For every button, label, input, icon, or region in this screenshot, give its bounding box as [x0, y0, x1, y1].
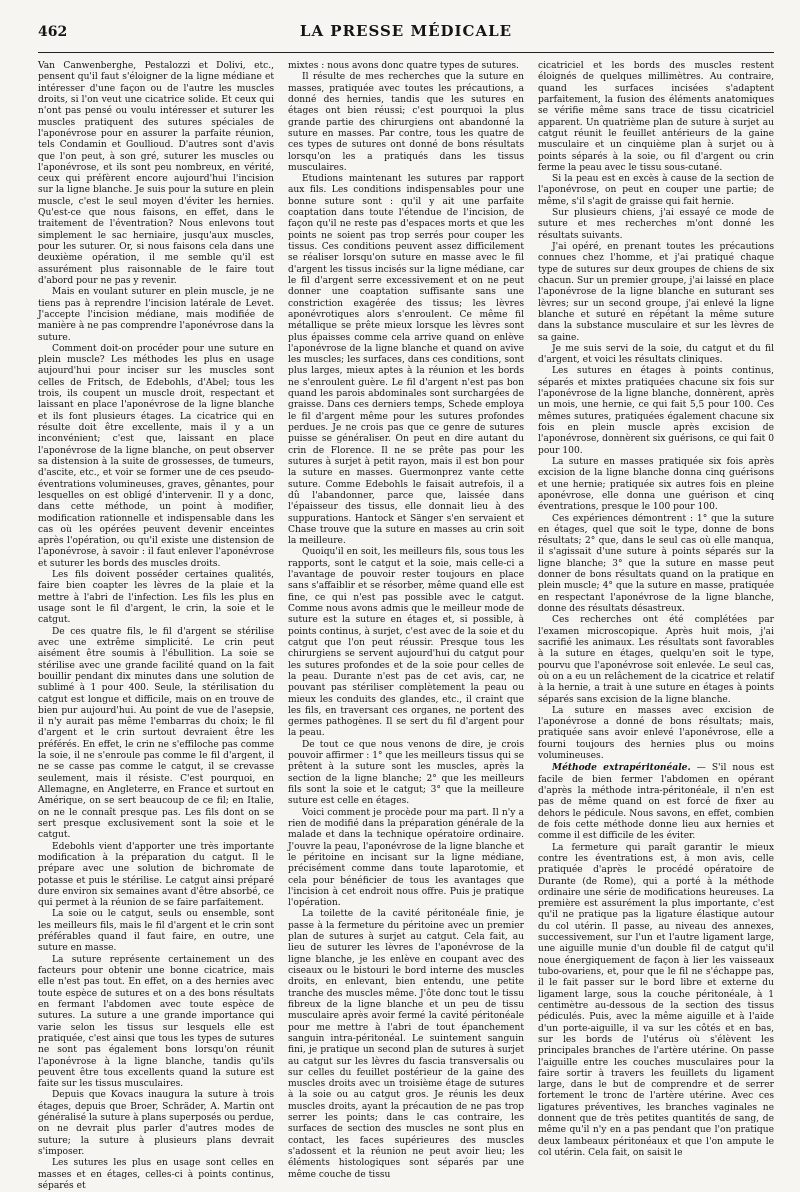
paragraph-with-subheading: [538, 762, 774, 842]
paragraph: Mais en voulant suturer en plein muscle, je ne tiens pas à reprendre l'incision latérale de Levet. J'accepte l'incision médiane, mais modifiée de manière à ne pas comprendre l'aponévrose dans la suture.: [38, 287, 274, 343]
header-rule: [38, 52, 774, 53]
paragraph: Quoiqu'il en soit, les meilleurs fils, sous tous les rapports, sont le catgut et la soie, mais celle-ci a l'avantage de pouvoir rester toujours en place sans s'affaiblir et se résorber, même quand elle est fine, ce qui n'est pas possible avec le catgut. Comme nous avons admis que le meilleur mode de suture est la suture en étages et, si possible, à points continus, à surjet, c'est avec de la soie et du catgut que l'on peut réussir. Presque tous les chirurgiens se servent aujourd'hui du catgut pour les sutures profondes et de la soie pour celles de la peau. Durante n'est pas de cet avis, car, ne pouvant pas stériliser complètement la peau ou mieux les conduits des glandes, etc., il craint que les fils, en traversant ces organes, ne portent des germes pathogènes. Il se sert du fil d'argent pour la peau.: [288, 547, 524, 739]
column-3: [538, 61, 774, 1158]
paragraph: La toilette de la cavité péritonéale finie, je passe à la fermeture du péritoine avec un premier plan de sutures à surjet au catgut. Cela fait, au lieu de suturer les lèvres de l'aponévrose de la ligne blanche, je les enlève en coupant avec des ciseaux ou le bistouri le bord interne des muscles droits, en enlevant, bien entendu, une petite tranche des muscles même. J'ôte donc tout le tissu fibreux de la ligne blanche et un peu de tissu musculaire après avoir fermé la cavité péritonéale pour me mettre à l'abri de tout épanchement sanguin intra-péritonéal. Le suintement sanguin fini, je pratique un second plan de sutures à surjet au catgut sur les lèvres du fascia transversalis ou sur celles du feuillet postérieur de la gaine des muscles droits avec un troisième étage de sutures à la soie ou au catgut gros. Je réunis les deux muscles droits, ayant la précaution de ne pas trop serrer les points; dans le cas contraire, les surfaces de section des muscles ne sont plus en contact, les faces supérieures des muscles s'adossent et la réunion ne peut avoir lieu; les éléments histologiques sont séparés par une même couche de tissu: [288, 909, 524, 1180]
paragraph: Van Canwenberghe, Pestalozzi et Dolivi, etc., pensent qu'il faut s'éloigner de la ligne médiane et intéresser d'une façon ou de l'autre les muscles droits, si l'on veut une cicatrice solide. Et ceux qui n'ont pas pensé ou voulu intéresser et suturer les muscles pratiquent des sutures spéciales de l'aponévrose pour en assurer la parfaite réunion, tels Condamin et Goullioud. D'autres sont d'avis que l'on peut, à son gré, suturer les muscles ou l'aponévrose, et ils sont peu nombreux, en vérité, ceux qui préfèrent encore aujourd'hui l'incision sur la ligne blanche. Je suis pour la suture en plein muscle, c'est le seul moyen d'éviter les hernies. Qu'est-ce que nous faisons, en effet, dans le traitement de l'éventration? Nous enlevons tout simplement le sac herniaire, jusqu'aux muscles, pour les suturer. Or, si nous faisons cela dans une deuxième opération, il me semble qu'il est assurément plus raisonnable de le faire tout d'abord pour ne pas y revenir.: [38, 61, 274, 286]
page-header: [38, 22, 774, 46]
paragraph: Ces recherches ont été complétées par l'examen microscopique. Après huit mois, j'ai sacrifié les animaux. Les résultats sont favorables à la suture en étages, quelqu'en soit le type, pourvu que l'aponévrose soit enlevée. Le seul cas, où on a eu un relâchement de la cicatrice et relatif à la hernie, a trait à une suture en étages à points séparés sans excision de la ligne blanche.: [538, 615, 774, 705]
paragraph-text: — S'il nous est facile de bien fermer l'abdomen en opérant d'après la méthode intra-péritonéale, il n'en est pas de même quand on est forcé de fixer au dehors le pédicule. Nous savons, en effet, combien de fois cette méthode donne lieu aux hernies et comme il est difficile de les éviter.: [538, 763, 774, 842]
paragraph: De tout ce que nous venons de dire, je crois pouvoir affirmer : 1° que les meilleurs tissus qui se prêtent à la suture sont les muscles, après la section de la ligne blanche; 2° que les meilleurs fils sont la soie et le catgut; 3° que la meilleure suture est celle en étages.: [288, 739, 524, 807]
paragraph: Les fils doivent posséder certaines qualités, faire bien coapter les lèvres de la plaie et la mettre à l'abri de l'infection. Les fils les plus en usage sont le fil d'argent, le crin, la soie et le catgut.: [38, 570, 274, 626]
paragraph: La suture en masses avec excision de l'aponévrose a donné de bons résultats; mais, pratiquée sans avoir enlevé l'aponévrose, elle a fourni toujours des hernies plus ou moins volumineuses.: [538, 705, 774, 762]
paragraph: Si la peau est en excès à cause de la section de l'aponévrose, on peut en couper une partie; de même, s'il s'agit de graisse qui fait hernie.: [538, 174, 774, 207]
paragraph: Comment doit-on procéder pour une suture en plein muscle? Les méthodes les plus en usage aujourd'hui pour inciser sur les muscles sont celles de Fritsch, de Edebohls, d'Abel; tous les trois, ils coupent un muscle droit, respectant et laissant en place l'aponévrose de la ligne blanche et ils font plusieurs étages. La cicatrice qui en résulte doit être excellente, mais il y a un inconvénient; c'est que, laissant en place l'aponévrose de la ligne blanche, on peut observer sa distension à la suite de grossesses, de tumeurs, d'ascite, etc., et voir se former une de ces pseudo-éventrations volumineuses, graves, gênantes, pour lesquelles on est obligé d'intervenir. Il y a donc, dans cette méthode, un point à modifier, modification rationnelle et indispensable dans les cas où les opérées peuvent devenir enceintes après l'opération, ou qu'il existe une distension de l'aponévrose, à savoir : il faut enlever l'aponévrose et suturer les bords des muscles droits.: [38, 343, 274, 569]
section-subheading: Méthode extrapéritonéale.: [552, 762, 691, 774]
paragraph: Je me suis servi de la soie, du catgut et du fil d'argent, et voici les résultats cliniques.: [538, 343, 774, 366]
paragraph: Edebohls vient d'apporter une très importante modification à la préparation du catgut. Il le prépare avec une solution de bichromate de potasse et puis le stérilise. Le catgut ainsi préparé dure environ six semaines avant d'être absorbé, ce qui permet à la réunion de se faire parfaitement.: [38, 841, 274, 909]
paragraph: Il résulte de mes recherches que la suture en masses, pratiquée avec toutes les précautions, a donné des hernies, tandis que les sutures en étages ont bien réussi; c'est pourquoi la plus grande partie des chirurgiens ont abandonné la suture en masses. Par contre, tous les quatre de ces types de sutures ont donné de bons résultats lorsqu'on les a pratiqués dans les tissus musculaires.: [288, 72, 524, 173]
paragraph: Sur plusieurs chiens, j'ai essayé ce mode de suture et mes recherches m'ont donné les résultats suivants.: [538, 208, 774, 241]
text-columns: [38, 61, 774, 1191]
paragraph: La suture représente certainement un des facteurs pour obtenir une bonne cicatrice, mais elle n'est pas tout. En effet, on a des hernies avec toute espèce de sutures et on a des bons résultats en fermant l'abdomen avec toute espèce de sutures. La suture a une grande importance qui varie selon les tissus sur lesquels elle est pratiquée, c'est ainsi que tous les types de sutures ne sont pas également bons lorsqu'on réunit l'aponévrose à la ligne blanche, tandis qu'ils peuvent être tous excellents quand la suture est faite sur les tissus musculaires.: [38, 954, 274, 1090]
paragraph: Les sutures en étages à points continus, séparés et mixtes pratiquées chacune six fois sur l'aponévrose de la ligne blanche, donnèrent, après un mois, une hernie, ce qui fait 5,5 pour 100. Ces mêmes sutures, pratiquées également chacune six fois en plein muscle après excision de l'aponévrose, donnèrent six guérisons, ce qui fait 0 pour 100.: [538, 366, 774, 456]
paragraph: Etudions maintenant les sutures par rapport aux fils. Les conditions indispensables pour une bonne suture sont : qu'il y ait une parfaite coaptation dans toute l'étendue de l'incision, de façon qu'il ne reste pas d'espaces morts et que les points ne soient pas trop serrés pour couper les tissus. Ces conditions peuvent assez difficilement se réaliser lorsqu'on suture en masse avec le fil d'argent les tissus incisés sur la ligne médiane, car le fil d'argent serre excessivement et on ne peut donner une coaptation suffisante sans une constriction exagérée des tissus; les lèvres aponévrotiques alors s'enroulent. Ce même fil métallique se prête mieux lorsque les lèvres sont plus épaisses comme cela arrive quand on enlève l'aponévrose de la ligne blanche et quand on avive les muscles; les surfaces, dans ces conditions, sont plus larges, mieux aptes à la réunion et les bords ne s'enroulent guère. Le fil d'argent n'est pas bon quand les parois abdominales sont surchargées de graisse. Dans ces derniers temps, Schede employa le fil d'argent même pour les sutures profondes perdues. Je ne crois pas que ce genre de sutures puisse se généraliser. On peut en dire autant du crin de Florence. Il ne se prête pas pour les sutures à surjet à petit rayon, mais il est bon pour la suture en masses. Guermonprez vante cette suture. Comme Edebohls le faisait autrefois, il a dû l'abandonner, parce que, laissée dans l'épaisseur des tissus, elle donnait lieu à des suppurations. Hantock et Sänger s'en servaient et Chase trouve que la suture en masses au crin soit la meilleure.: [288, 174, 525, 547]
paragraph: De ces quatre fils, le fil d'argent se stérilise avec une extrême simplicité. Le crin peut aisément être soumis à l'ébullition. La soie se stérilise avec une grande facilité quand on la fait bouillir pendant dix minutes dans une solution de sublimé à 1 pour 400. Seule, la stérilisation du catgut est longue et difficile, mais on en trouve de bien pur aujourd'hui. Au point de vue de l'asepsie, il n'y aurait pas même l'embarras du choix; le fil d'argent et le crin surtout devraient être les préférés. En effet, le crin ne s'effiloche pas comme la soie, il ne s'enroule pas comme le fil d'argent, il ne se casse pas comme le catgut, il se crevasse seulement, mais il résiste. C'est pourquoi, en Allemagne, en Angleterre, en France et surtout en Amérique, on se sert beaucoup de ce fil; en Italie, on ne le connaît presque pas. Les fils dont on se sert presque exclusivement sont la soie et le catgut.: [38, 626, 274, 841]
paragraph: cicatriciel et les bords des muscles restent éloignés de quelques millimètres. Au contraire, quand les surfaces incisées s'adaptent parfaitement, la fusion des éléments anatomiques se vérifie même sans trace de tissu cicatriciel apparent. Un quatrième plan de suture à surjet au catgut réunit le feuillet antérieurs de la gaine musculaire et un cinquième plan à surjet ou à points séparés à la soie, ou fil d'argent ou crin ferme la peau avec le tissu sous-cutané.: [538, 61, 774, 173]
paragraph: Les sutures les plus en usage sont celles en masses et en étages, celles-ci à points continus, séparés et: [38, 1158, 274, 1191]
paragraph: Voici comment je procède pour ma part. Il n'y a rien de modifié dans la préparation générale de la malade et dans la technique opératoire ordinaire. J'ouvre la peau, l'aponévrose de la ligne blanche et le péritoine en incisant sur la ligne médiane, précisément comme dans toute laparotomie, et cela pour bénéficier de tous les avantages que l'incision à cet endroit nous offre. Puis je pratique l'opération.: [288, 807, 524, 909]
paragraph: mixtes : nous avons donc quatre types de sutures.: [288, 61, 519, 71]
paragraph: La suture en masses pratiquée six fois après excision de la ligne blanche donna cinq guérisons et une hernie; pratiquée six autres fois en pleine aponévrose, elle donna une guérison et cinq éventrations, presque le 100 pour 100.: [538, 456, 774, 513]
page-number: 462: [38, 24, 68, 40]
journal-title: LA PRESSE MÉDICALE: [299, 22, 513, 40]
paragraph: J'ai opéré, en prenant toutes les précautions connues chez l'homme, et j'ai pratiqué chaque type de sutures sur deux groupes de chiens de six chacun. Sur un premier groupe, j'ai laissé en place l'aponévrose de la ligne blanche en suturant ses lèvres; sur un second groupe, j'ai enlevé la ligne blanche et suturé en répétant la même suture dans la substance musculaire et sur les lèvres de sa gaine.: [538, 242, 774, 343]
column-2: [288, 61, 525, 1180]
column-1: [38, 61, 274, 1191]
paragraph: Ces expériences démontrent : 1° que la suture en étages, quel que soit le type, donne de bons résultats; 2° que, dans le seul cas où elle manqua, il s'agissait d'une suture à points séparés sur la ligne blanche; 3° que la suture en masse peut donner de bons résultats quand on la pratique en plein muscle; 4° que la suture en masse, pratiquée en respectant l'aponévrose de la ligne blanche, donne des résultats désastreux.: [538, 513, 774, 614]
paragraph: Depuis que Kovacs inaugura la suture à trois étages, depuis que Broer, Schräder, A. Martin ont généralisé la suture à plans superposés ou perdue, on ne devrait plus parler d'autres modes de suture; la suture à plusieurs plans devrait s'imposer.: [38, 1090, 274, 1157]
paragraph: La fermeture qui paraît garantir le mieux contre les éventrations est, à mon avis, celle pratiquée d'après le procédé opératoire de Durante (de Rome), qui a porté à la méthode ordinaire une série de modifications heureuses. La première est assurément la plus importante, c'est qu'il ne pratique pas la ligature élastique autour du col utérin. Il passe, au niveau des annexes, successivement, sur l'un et l'autre ligament large, une aiguille munie d'un double fil de catgut qu'il noue énergiquement de façon à lier les vaisseaux tubo-ovariens, et, pour que le fil ne s'échappe pas, il le fait passer sur le bord libre et externe du ligament large, sous la couche péritonéale, à 1 centimètre au-dessous de la section des tissus pédiculés. Puis, avec la même aiguille et à l'aide d'un porte-aiguille, il va sur les côtés et en bas, sur les bords de l'utérus où s'élèvent les principales branches de l'artère utérine. On passe l'aiguille entre les couches musculaires pour la faire sortir à travers les feuillets du ligament large, dans le but de comprendre et de serrer fortement le tronc de l'artère utérine. Avec ces ligatures préventives, les branches vaginales ne donnent que de très petites quantités de sang, de même qu'il n'y en a pas pendant que l'on pratique deux lambeaux péritonéaux et que l'on ampute le col utérin. Cela fait, on saisit le: [538, 842, 774, 1158]
paragraph: La soie ou le catgut, seuls ou ensemble, sont les meilleurs fils, mais le fil d'argent et le crin sont préférables quand il faut faire, en outre, une suture en masse.: [38, 909, 274, 954]
